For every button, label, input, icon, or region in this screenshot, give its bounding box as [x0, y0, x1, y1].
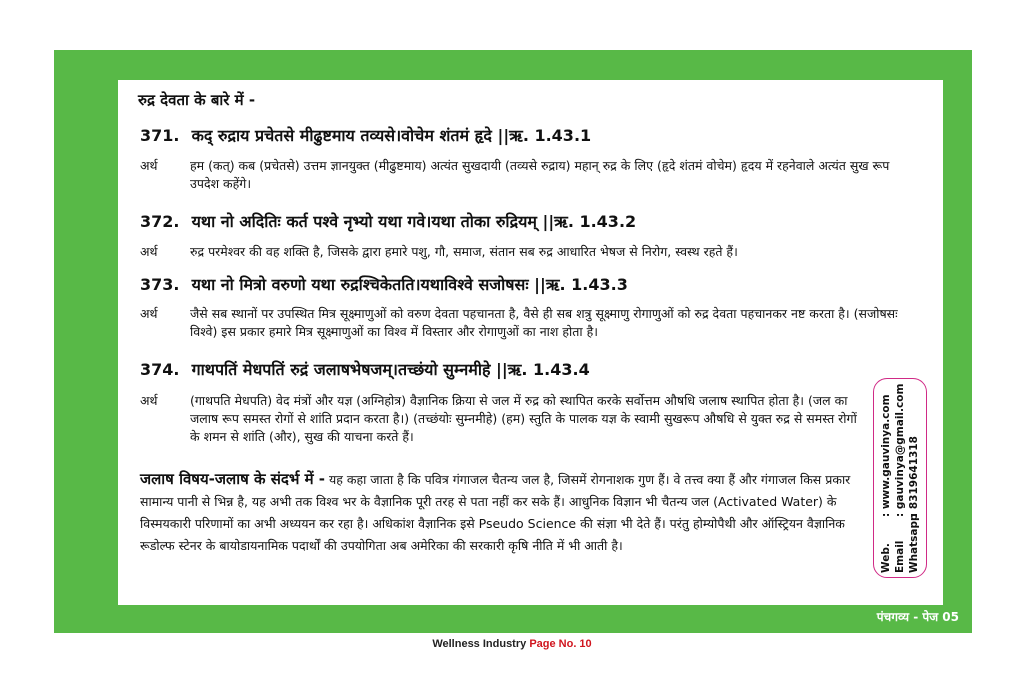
- contact-whatsapp: [907, 383, 921, 573]
- meaning-372: [140, 243, 930, 263]
- verse-374: [140, 358, 590, 380]
- verse-number: 374.: [140, 360, 180, 379]
- footer-page-number: Page No. 10: [529, 638, 592, 650]
- whatsapp-label: Whatsapp: [908, 513, 920, 573]
- contact-box: [873, 378, 927, 578]
- verse-text: यथा नो मित्रो वरुणो यथा रुद्रश्चिकेतति।यथाविश्वे सजोषसः ||ऋ. 1.43.3: [191, 275, 628, 294]
- contact-email: [893, 383, 907, 573]
- meaning-label: अर्थ: [140, 393, 158, 408]
- meaning-label: अर्थ: [140, 306, 158, 321]
- verse-371: [140, 124, 591, 146]
- verse-text: कद् रुद्राय प्रचेतसे मीढुष्टमाय तव्यसे।वोचेम शंतमं हृदे ||ऋ. 1.43.1: [191, 126, 592, 145]
- meaning-373: [140, 305, 930, 345]
- meaning-label: अर्थ: [140, 158, 158, 173]
- meaning-text: रुद्र परमेश्वर की वह शक्ति है, जिसके द्वारा हमारे पशु, गौ, समाज, संतान सब रुद्र आधारित भेषज से निरोग, स्वस्थ रहते हैं।: [190, 244, 738, 259]
- meaning-text: हम (कत्) कब (प्रचेतसे) उत्तम ज्ञानयुक्त (मीढुष्टमाय) अत्यंत सुखदायी (तव्यसे रुद्राय) महान् रुद्र के लिए (हृदे शंतमं वोचेम) हृदय में रहनेवाले अत्यंत सुख रूप उपदेश कहेंगे।: [190, 158, 890, 191]
- email-label: Email: [894, 540, 906, 573]
- page-reference: पंचगव्य - पेज 05: [876, 610, 959, 624]
- jalash-body: यह कहा जाता है कि पवित्र गंगाजल चैतन्य जल है, जिसमें रोगनाशक गुण हैं। वे तत्त्व क्या हैं और गंगाजल किस प्रकार सामान्य पानी से भिन्न है, यह अभी तक विश्व भर के वैज्ञानिक पूरी तरह से पता नहीं कर सके हैं। आधुनिक विज्ञान भी चैतन्य जल (Activated Water) के विस्मयकारी परिणामों का अभी अध्ययन कर रहा है। अधिकांश वैज्ञानिक इसे Pseudo Science की संज्ञा भी देते हैं। परंतु होम्योपैथी और ऑस्ट्रियन वैज्ञानिक रूडोल्फ स्टेनर के बायोडायनामिक पदार्थों की उपयोगिता अब अमेरिका की सरकारी कृषि नीति में भी आती है।: [140, 472, 851, 553]
- whatsapp-value: : 8319641318: [908, 436, 920, 517]
- verse-number: 373.: [140, 275, 180, 294]
- email-value[interactable]: : gauvinya@gmail.com: [894, 383, 906, 517]
- meaning-text: (गाथपति मेधपति) वेद मंत्रों और यज्ञ (अग्निहोत्र) वैज्ञानिक क्रिया से जल में रुद्र को स्थापित करके सर्वोत्तम औषधि जलाष स्थापित होता है। (जल का जलाष रूप समस्त रोगों से शांति प्रदान करता है।) (तच्छंयोः सुम्नमीहे) (हम) स्तुति के पालक यज्ञ के स्वामी सुखरूप औषधि से युक्त रुद्र से समस्त रोगों के शमन से शांति (और), सुख की याचना करते हैं।: [190, 393, 857, 444]
- verse-text: गाथपतिं मेधपतिं रुद्रं जलाषभेषजम्।तच्छंयो सुम्नमीहे ||ऋ. 1.43.4: [191, 360, 590, 379]
- verse-373: [140, 273, 628, 295]
- meaning-374: [140, 392, 870, 452]
- footer-prefix: Wellness Industry: [432, 638, 527, 650]
- contact-details: [879, 383, 921, 573]
- verse-number: 372.: [140, 212, 180, 231]
- web-value[interactable]: : www.gauvinya.com: [880, 394, 892, 517]
- web-label: Web.: [880, 543, 892, 573]
- meaning-text: जैसे सब स्थानों पर उपस्थित मित्र सूक्ष्माणुओं को वरुण देवता पहचानता है, वैसे ही सब शत्रु सूक्ष्माणु रोगाणुओं को रुद्र देवता पहचानकर नष्ट करता है। (सजोषसः विश्वे) इस प्रकार हमारे मित्र सूक्ष्माणुओं का विश्व में विस्तार और रोगाणुओं का नाश होता है।: [190, 306, 898, 339]
- meaning-label: अर्थ: [140, 244, 158, 259]
- meaning-371: [140, 157, 930, 197]
- footer: [0, 638, 1024, 650]
- verse-text: यथा नो अदितिः कर्त पश्वे नृभ्यो यथा गवे।यथा तोका रुद्रियम् ||ऋ. 1.43.2: [191, 212, 637, 231]
- jalash-paragraph: [140, 468, 865, 557]
- verse-372: [140, 210, 636, 232]
- verse-number: 371.: [140, 126, 180, 145]
- jalash-heading: जलाष विषय-जलाष के संदर्भ में -: [140, 470, 326, 488]
- contact-web: [879, 383, 893, 573]
- section-heading: रुद्र देवता के बारे में -: [138, 91, 256, 109]
